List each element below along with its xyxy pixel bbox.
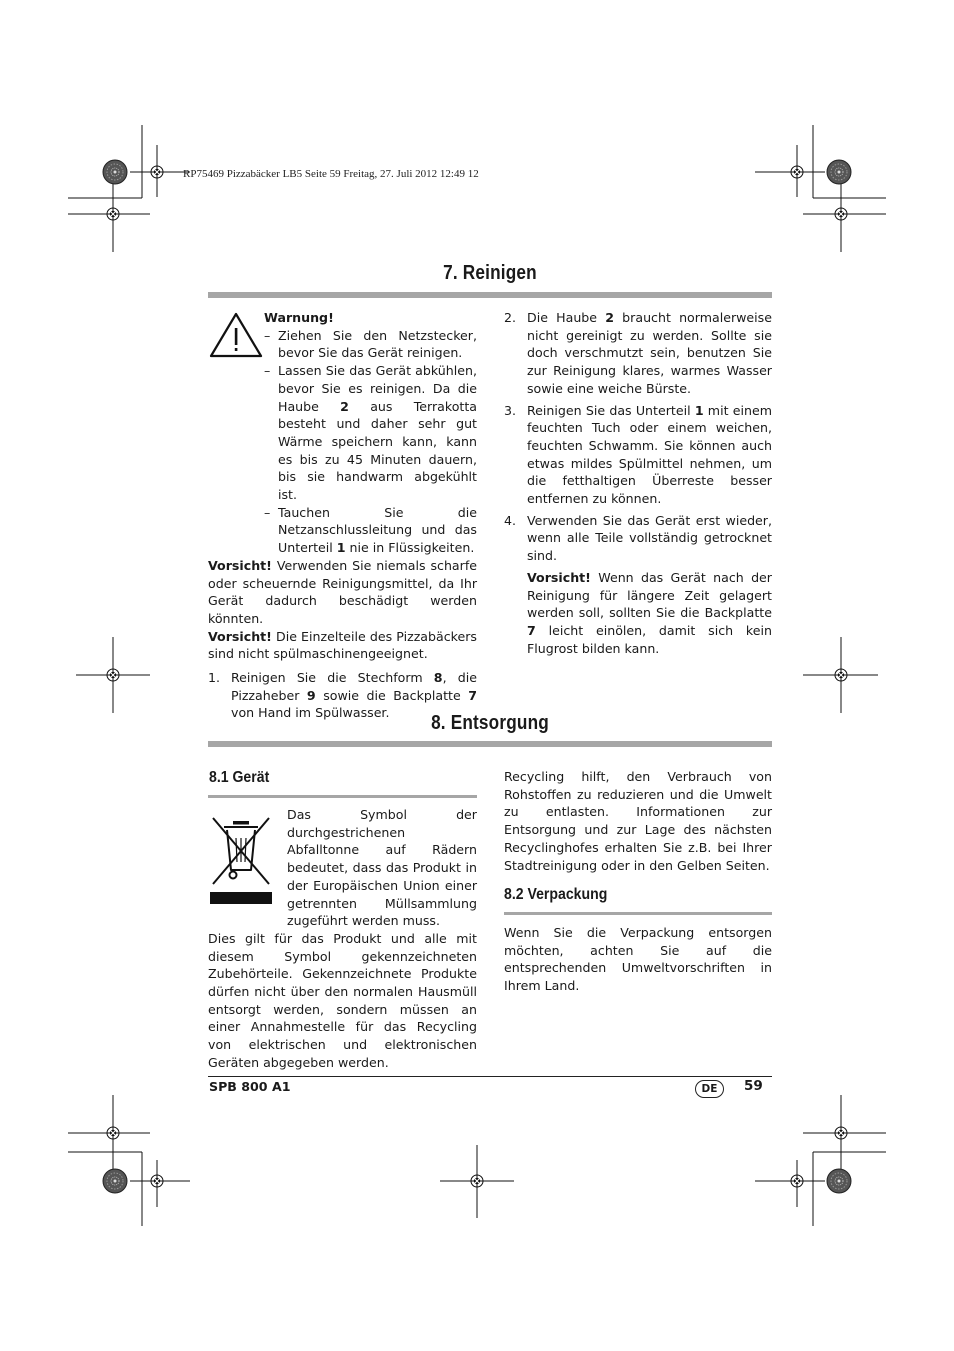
- weee-details: Dies gilt für das Produkt und alle mit diesem Symbol gekennzeichneten Zubehörteile. Gekennzeichnete Produkte dürfen nicht über den normalen Hausmüll entsorgt werden, sondern müssen an einer Annahmestelle für das Recycling von elektrischen und elektronischen Geräten abgegeben werden.: [208, 930, 477, 1070]
- section-7-left-column: [208, 309, 477, 722]
- caution-paragraph: Vorsicht! Verwenden Sie niemals scharfe oder scheuernde Reinigungsmittel, da Ihr Gerät dadurch beschädigt werden könnten.: [208, 557, 477, 626]
- section-7-rule: [208, 292, 772, 298]
- subsection-8-2-rule: [504, 912, 772, 915]
- cleaning-step: 3. Reinigen Sie das Unterteil 1 mit einem feuchten Tuch oder einem weichen, feuchten Schwamm. Sie können auch etwas mildes Spülmittel nehmen, um die fetthaltigen Überreste besser entfernen zu können.: [504, 402, 772, 507]
- warning-item: – Ziehen Sie den Netzstecker, bevor Sie das Gerät reinigen.: [264, 327, 477, 361]
- section-7-right-column: [504, 309, 772, 657]
- warning-title: Warnung!: [264, 310, 334, 325]
- warning-item: – Lassen Sie das Gerät abkühlen, bevor Sie es reinigen. Da die Haube 2 aus Terrakotta besteht und daher sehr gut Wärme speichern kann, kann es bis zu 45 Minuten dauern, bis sie handwarm abgekühlt ist.: [264, 363, 477, 503]
- subsection-8-2-title: 8.2 Verpackung: [504, 886, 608, 903]
- weee-intro: Das Symbol der durchgestrichenen Abfalltonne auf Rädern bedeutet, dass das Produkt in der Europäischen Union einer getrennten Müllsammlung zugeführt werden muss.: [287, 807, 477, 929]
- cleaning-step: 1. Reinigen Sie die Stechform 8, die Pizzaheber 9 sowie die Backplatte 7 von Hand im Spülwasser.: [208, 670, 477, 721]
- subsection-8-1-rule: [208, 795, 477, 798]
- section-8-title: 8. Entsorgung: [431, 712, 549, 734]
- warning-block: [208, 309, 477, 557]
- packaging-paragraph: Wenn Sie die Verpackung entsorgen möchten, achten Sie auf die entsprechenden Umweltvorschriften in Ihrem Land.: [504, 925, 772, 994]
- subsection-8-1-title: 8.1 Gerät: [209, 769, 270, 786]
- footer-rule: [208, 1076, 772, 1077]
- section-8-right-column: [504, 768, 772, 874]
- section-8-rule: [208, 741, 772, 747]
- caution-paragraph: Vorsicht! Wenn das Gerät nach der Reinigung für längere Zeit gelagert werden soll, sollten Sie die Backplatte 7 leicht einölen, damit sich kein Flugrost bilden kann.: [527, 569, 772, 656]
- subsection-8-2-text: [504, 924, 772, 995]
- language-badge: DE: [695, 1080, 724, 1098]
- section-7-title: 7. Reinigen: [443, 262, 537, 284]
- recycling-paragraph: Recycling hilft, den Verbrauch von Rohstoffen zu reduzieren und die Umwelt zu entlasten. Informationen zur Entsorgung und zur Lage des nächsten Recyclinghofes erhalten Sie z.B. bei Ihrer Stadtreinigung oder in den Gelben Seiten.: [504, 769, 772, 873]
- model-number: SPB 800 A1: [209, 1079, 291, 1094]
- caution-paragraph: Vorsicht! Die Einzelteile des Pizzabäckers sind nicht spülmaschinengeeignet.: [208, 628, 477, 662]
- page-number: 59: [744, 1078, 763, 1094]
- print-info: RP75469 Pizzabäcker LB5 Seite 59 Freitag, 27. Juli 2012 12:49 12: [183, 168, 479, 180]
- subsection-8-1-text: [208, 806, 477, 1072]
- cleaning-step: 2. Die Haube 2 braucht normalerweise nicht gereinigt zu werden. Sollte sie doch verschmutzt sein, benutzen Sie zur Reinigung klares, warmes Wasser sowie eine weiche Bürste.: [504, 310, 772, 396]
- warning-item: – Tauchen Sie die Netzanschlussleitung und das Unterteil 1 nie in Flüssigkeiten.: [264, 504, 477, 556]
- cleaning-step: 4. Verwenden Sie das Gerät erst wieder, wenn alle Teile vollständig getrocknet sind.: [504, 512, 772, 564]
